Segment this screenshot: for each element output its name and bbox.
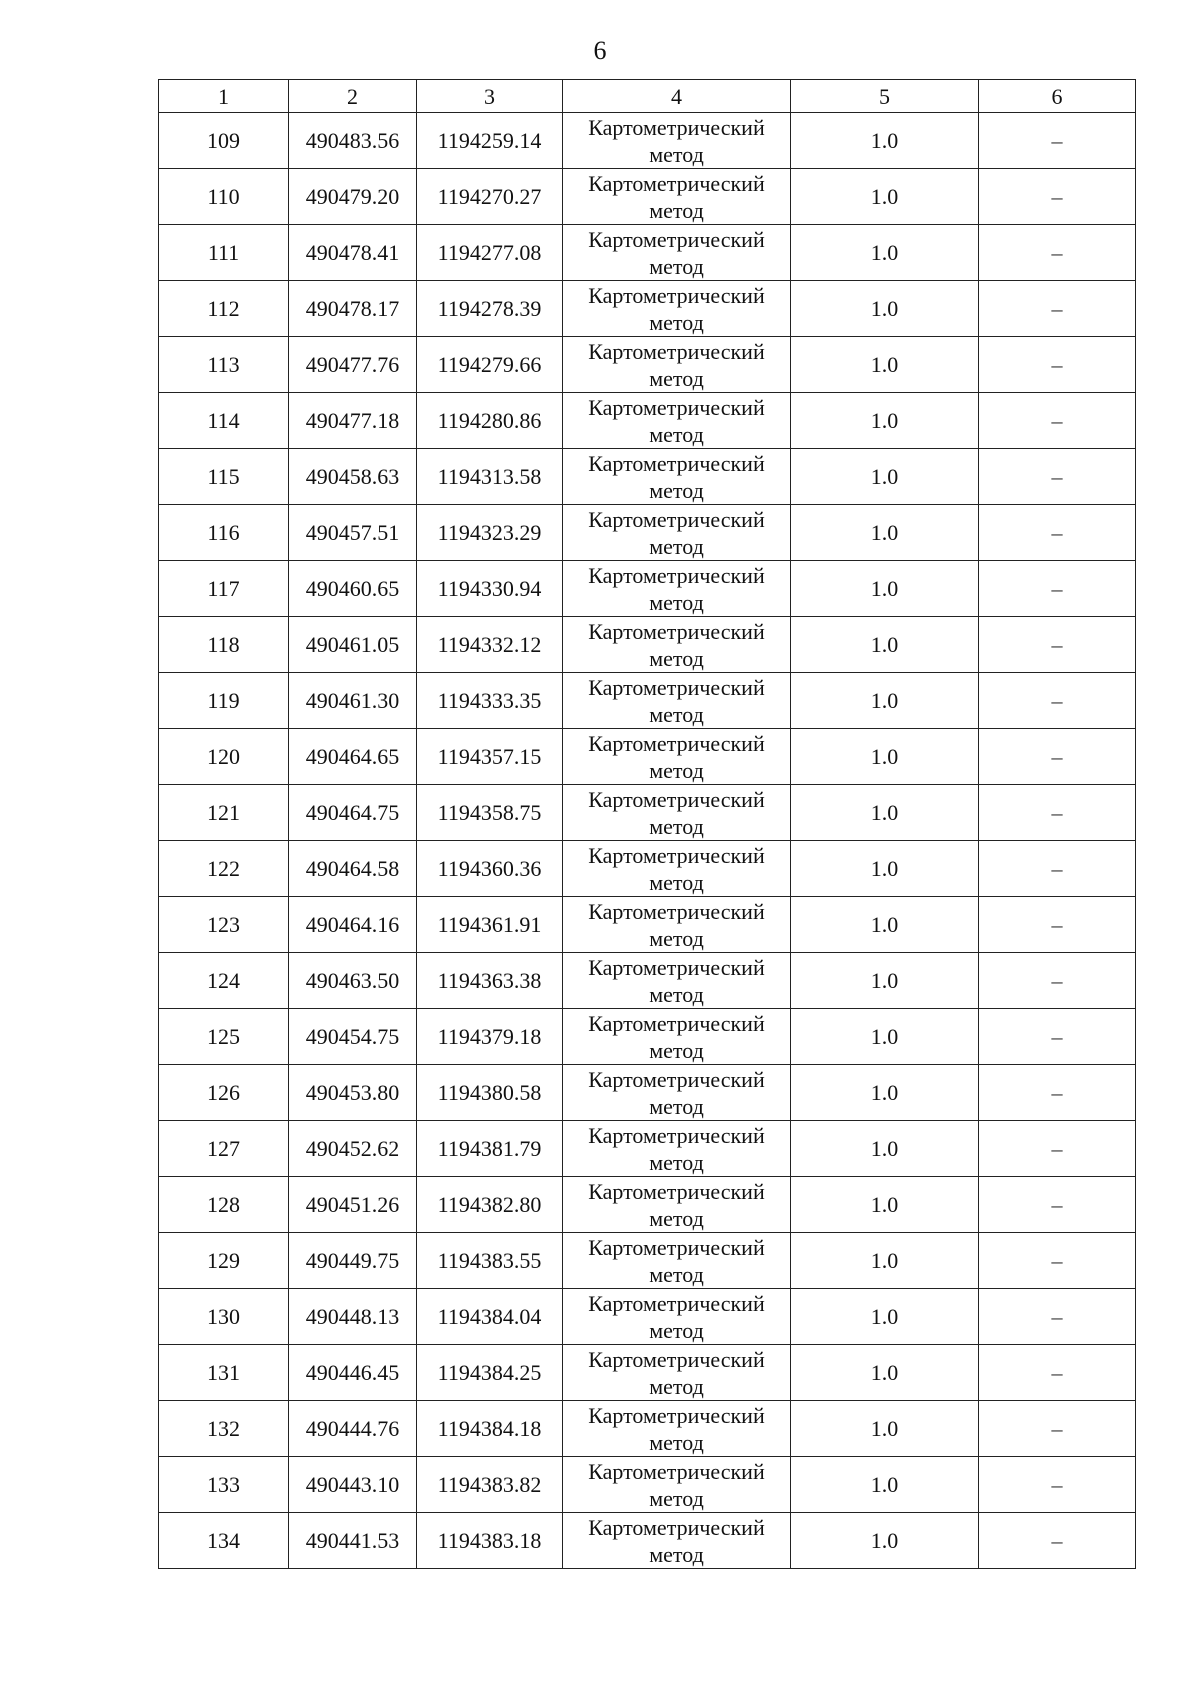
table-row: [159, 1513, 1136, 1569]
method-cell: [563, 449, 791, 505]
accuracy-cell: 1.0: [791, 281, 979, 337]
table-row: [159, 113, 1136, 169]
point-number-cell: 123: [159, 897, 289, 953]
note-cell: –: [979, 337, 1136, 393]
method-line-2: метод: [649, 477, 704, 503]
point-number-cell: 133: [159, 1457, 289, 1513]
y-coordinate-cell: 1194383.18: [417, 1513, 563, 1569]
method-line-2: метод: [649, 1261, 704, 1287]
note-cell: –: [979, 1401, 1136, 1457]
method-cell: [563, 617, 791, 673]
method-line-2: метод: [649, 1429, 704, 1455]
method-line-1: Картометрический: [588, 282, 765, 308]
method-cell: [563, 393, 791, 449]
point-number-cell: 113: [159, 337, 289, 393]
method-line-1: Картометрический: [588, 450, 765, 476]
point-number-cell: 127: [159, 1121, 289, 1177]
method-line-1: Картометрический: [588, 1234, 765, 1260]
method-line-1: Картометрический: [588, 170, 765, 196]
note-cell: –: [979, 1009, 1136, 1065]
accuracy-cell: 1.0: [791, 449, 979, 505]
note-cell: –: [979, 393, 1136, 449]
table-row: [159, 897, 1136, 953]
point-number-cell: 110: [159, 169, 289, 225]
note-cell: –: [979, 897, 1136, 953]
method-line-2: метод: [649, 365, 704, 391]
method-cell: [563, 337, 791, 393]
accuracy-cell: 1.0: [791, 673, 979, 729]
x-coordinate-cell: 490463.50: [289, 953, 417, 1009]
point-number-cell: 124: [159, 953, 289, 1009]
method-cell: [563, 673, 791, 729]
method-line-2: метод: [649, 1149, 704, 1175]
table-row: [159, 673, 1136, 729]
method-line-2: метод: [649, 1037, 704, 1063]
y-coordinate-cell: 1194384.18: [417, 1401, 563, 1457]
point-number-cell: 117: [159, 561, 289, 617]
method-cell: [563, 1121, 791, 1177]
method-cell: [563, 1457, 791, 1513]
x-coordinate-cell: 490449.75: [289, 1233, 417, 1289]
method-line-2: метод: [649, 645, 704, 671]
method-cell: [563, 1177, 791, 1233]
table-row: [159, 953, 1136, 1009]
note-cell: –: [979, 953, 1136, 1009]
x-coordinate-cell: 490478.17: [289, 281, 417, 337]
method-cell: [563, 1009, 791, 1065]
y-coordinate-cell: 1194382.80: [417, 1177, 563, 1233]
method-line-1: Картометрический: [588, 1066, 765, 1092]
y-coordinate-cell: 1194358.75: [417, 785, 563, 841]
x-coordinate-cell: 490460.65: [289, 561, 417, 617]
y-coordinate-cell: 1194280.86: [417, 393, 563, 449]
table-row: [159, 1345, 1136, 1401]
method-line-1: Картометрический: [588, 226, 765, 252]
header-row: [159, 80, 1136, 113]
table-row: [159, 169, 1136, 225]
method-cell: [563, 281, 791, 337]
x-coordinate-cell: 490453.80: [289, 1065, 417, 1121]
table-row: [159, 393, 1136, 449]
accuracy-cell: 1.0: [791, 1513, 979, 1569]
y-coordinate-cell: 1194277.08: [417, 225, 563, 281]
table-row: [159, 1121, 1136, 1177]
column-header-4: 4: [563, 80, 791, 113]
accuracy-cell: 1.0: [791, 617, 979, 673]
x-coordinate-cell: 490454.75: [289, 1009, 417, 1065]
coordinates-table: [158, 79, 1136, 1569]
method-cell: [563, 1289, 791, 1345]
method-line-1: Картометрический: [588, 954, 765, 980]
y-coordinate-cell: 1194323.29: [417, 505, 563, 561]
y-coordinate-cell: 1194332.12: [417, 617, 563, 673]
x-coordinate-cell: 490457.51: [289, 505, 417, 561]
note-cell: –: [979, 505, 1136, 561]
x-coordinate-cell: 490461.05: [289, 617, 417, 673]
point-number-cell: 128: [159, 1177, 289, 1233]
x-coordinate-cell: 490464.65: [289, 729, 417, 785]
column-header-6: 6: [979, 80, 1136, 113]
method-cell: [563, 785, 791, 841]
note-cell: –: [979, 1289, 1136, 1345]
table-header: [159, 80, 1136, 113]
point-number-cell: 129: [159, 1233, 289, 1289]
x-coordinate-cell: 490448.13: [289, 1289, 417, 1345]
method-cell: [563, 729, 791, 785]
accuracy-cell: 1.0: [791, 561, 979, 617]
column-header-5: 5: [791, 80, 979, 113]
table-row: [159, 449, 1136, 505]
method-cell: [563, 1513, 791, 1569]
accuracy-cell: 1.0: [791, 225, 979, 281]
table-row: [159, 785, 1136, 841]
point-number-cell: 134: [159, 1513, 289, 1569]
method-line-1: Картометрический: [588, 898, 765, 924]
x-coordinate-cell: 490477.18: [289, 393, 417, 449]
note-cell: –: [979, 1121, 1136, 1177]
method-line-2: метод: [649, 869, 704, 895]
point-number-cell: 126: [159, 1065, 289, 1121]
x-coordinate-cell: 490446.45: [289, 1345, 417, 1401]
method-cell: [563, 1233, 791, 1289]
table-row: [159, 1177, 1136, 1233]
y-coordinate-cell: 1194279.66: [417, 337, 563, 393]
method-cell: [563, 1401, 791, 1457]
x-coordinate-cell: 490461.30: [289, 673, 417, 729]
note-cell: –: [979, 1177, 1136, 1233]
table-row: [159, 1065, 1136, 1121]
method-line-2: метод: [649, 981, 704, 1007]
method-line-2: метод: [649, 421, 704, 447]
y-coordinate-cell: 1194313.58: [417, 449, 563, 505]
note-cell: –: [979, 225, 1136, 281]
table-row: [159, 561, 1136, 617]
table-row: [159, 1009, 1136, 1065]
method-cell: [563, 897, 791, 953]
method-line-1: Картометрический: [588, 1122, 765, 1148]
method-line-2: метод: [649, 197, 704, 223]
accuracy-cell: 1.0: [791, 505, 979, 561]
note-cell: –: [979, 1345, 1136, 1401]
point-number-cell: 109: [159, 113, 289, 169]
y-coordinate-cell: 1194381.79: [417, 1121, 563, 1177]
page-number: 6: [593, 36, 607, 65]
y-coordinate-cell: 1194379.18: [417, 1009, 563, 1065]
point-number-cell: 112: [159, 281, 289, 337]
y-coordinate-cell: 1194384.25: [417, 1345, 563, 1401]
point-number-cell: 120: [159, 729, 289, 785]
method-line-1: Картометрический: [588, 1402, 765, 1428]
note-cell: –: [979, 729, 1136, 785]
accuracy-cell: 1.0: [791, 393, 979, 449]
point-number-cell: 130: [159, 1289, 289, 1345]
x-coordinate-cell: 490477.76: [289, 337, 417, 393]
method-line-2: метод: [649, 813, 704, 839]
method-line-1: Картометрический: [588, 1346, 765, 1372]
method-line-1: Картометрический: [588, 394, 765, 420]
x-coordinate-cell: 490451.26: [289, 1177, 417, 1233]
x-coordinate-cell: 490458.63: [289, 449, 417, 505]
x-coordinate-cell: 490464.58: [289, 841, 417, 897]
accuracy-cell: 1.0: [791, 337, 979, 393]
method-line-1: Картометрический: [588, 1514, 765, 1540]
note-cell: –: [979, 449, 1136, 505]
method-line-1: Картометрический: [588, 674, 765, 700]
accuracy-cell: 1.0: [791, 1401, 979, 1457]
method-line-1: Картометрический: [588, 1458, 765, 1484]
note-cell: –: [979, 1233, 1136, 1289]
table-row: [159, 729, 1136, 785]
note-cell: –: [979, 1513, 1136, 1569]
y-coordinate-cell: 1194360.36: [417, 841, 563, 897]
note-cell: –: [979, 1065, 1136, 1121]
accuracy-cell: 1.0: [791, 1345, 979, 1401]
y-coordinate-cell: 1194270.27: [417, 169, 563, 225]
table-row: [159, 337, 1136, 393]
accuracy-cell: 1.0: [791, 953, 979, 1009]
y-coordinate-cell: 1194278.39: [417, 281, 563, 337]
accuracy-cell: 1.0: [791, 1065, 979, 1121]
x-coordinate-cell: 490464.16: [289, 897, 417, 953]
point-number-cell: 116: [159, 505, 289, 561]
accuracy-cell: 1.0: [791, 785, 979, 841]
point-number-cell: 119: [159, 673, 289, 729]
table-row: [159, 505, 1136, 561]
x-coordinate-cell: 490483.56: [289, 113, 417, 169]
method-line-1: Картометрический: [588, 1010, 765, 1036]
table-body: [159, 113, 1136, 1569]
method-line-1: Картометрический: [588, 506, 765, 532]
method-cell: [563, 225, 791, 281]
note-cell: –: [979, 561, 1136, 617]
y-coordinate-cell: 1194380.58: [417, 1065, 563, 1121]
accuracy-cell: 1.0: [791, 1233, 979, 1289]
point-number-cell: 111: [159, 225, 289, 281]
point-number-cell: 122: [159, 841, 289, 897]
method-cell: [563, 1345, 791, 1401]
point-number-cell: 114: [159, 393, 289, 449]
method-line-2: метод: [649, 141, 704, 167]
method-line-1: Картометрический: [588, 114, 765, 140]
accuracy-cell: 1.0: [791, 169, 979, 225]
method-line-2: метод: [649, 1373, 704, 1399]
method-cell: [563, 561, 791, 617]
method-line-1: Картометрический: [588, 786, 765, 812]
point-number-cell: 131: [159, 1345, 289, 1401]
method-cell: [563, 505, 791, 561]
accuracy-cell: 1.0: [791, 1121, 979, 1177]
table-row: [159, 841, 1136, 897]
method-line-1: Картометрический: [588, 1290, 765, 1316]
y-coordinate-cell: 1194330.94: [417, 561, 563, 617]
accuracy-cell: 1.0: [791, 1457, 979, 1513]
method-line-2: метод: [649, 757, 704, 783]
note-cell: –: [979, 113, 1136, 169]
method-line-2: метод: [649, 701, 704, 727]
method-cell: [563, 113, 791, 169]
y-coordinate-cell: 1194259.14: [417, 113, 563, 169]
y-coordinate-cell: 1194357.15: [417, 729, 563, 785]
method-line-2: метод: [649, 1205, 704, 1231]
x-coordinate-cell: 490478.41: [289, 225, 417, 281]
y-coordinate-cell: 1194363.38: [417, 953, 563, 1009]
method-line-1: Картометрический: [588, 618, 765, 644]
note-cell: –: [979, 281, 1136, 337]
table-row: [159, 617, 1136, 673]
method-line-2: метод: [649, 1541, 704, 1567]
method-line-2: метод: [649, 589, 704, 615]
y-coordinate-cell: 1194361.91: [417, 897, 563, 953]
method-line-1: Картометрический: [588, 562, 765, 588]
note-cell: –: [979, 841, 1136, 897]
table-row: [159, 1457, 1136, 1513]
method-line-2: метод: [649, 533, 704, 559]
method-cell: [563, 1065, 791, 1121]
method-line-2: метод: [649, 253, 704, 279]
method-line-2: метод: [649, 1485, 704, 1511]
note-cell: –: [979, 785, 1136, 841]
point-number-cell: 125: [159, 1009, 289, 1065]
column-header-1: 1: [159, 80, 289, 113]
point-number-cell: 118: [159, 617, 289, 673]
accuracy-cell: 1.0: [791, 897, 979, 953]
note-cell: –: [979, 673, 1136, 729]
x-coordinate-cell: 490464.75: [289, 785, 417, 841]
accuracy-cell: 1.0: [791, 1177, 979, 1233]
x-coordinate-cell: 490444.76: [289, 1401, 417, 1457]
accuracy-cell: 1.0: [791, 1009, 979, 1065]
y-coordinate-cell: 1194383.82: [417, 1457, 563, 1513]
point-number-cell: 132: [159, 1401, 289, 1457]
table-row: [159, 1289, 1136, 1345]
table-row: [159, 1401, 1136, 1457]
method-line-2: метод: [649, 1317, 704, 1343]
table-row: [159, 281, 1136, 337]
point-number-cell: 115: [159, 449, 289, 505]
note-cell: –: [979, 1457, 1136, 1513]
table-row: [159, 1233, 1136, 1289]
x-coordinate-cell: 490441.53: [289, 1513, 417, 1569]
x-coordinate-cell: 490452.62: [289, 1121, 417, 1177]
note-cell: –: [979, 169, 1136, 225]
note-cell: –: [979, 617, 1136, 673]
y-coordinate-cell: 1194333.35: [417, 673, 563, 729]
x-coordinate-cell: 490443.10: [289, 1457, 417, 1513]
method-line-1: Картометрический: [588, 730, 765, 756]
method-line-2: метод: [649, 925, 704, 951]
column-header-2: 2: [289, 80, 417, 113]
accuracy-cell: 1.0: [791, 729, 979, 785]
accuracy-cell: 1.0: [791, 113, 979, 169]
column-header-3: 3: [417, 80, 563, 113]
method-line-2: метод: [649, 1093, 704, 1119]
method-cell: [563, 841, 791, 897]
x-coordinate-cell: 490479.20: [289, 169, 417, 225]
y-coordinate-cell: 1194384.04: [417, 1289, 563, 1345]
table-row: [159, 225, 1136, 281]
method-line-2: метод: [649, 309, 704, 335]
accuracy-cell: 1.0: [791, 841, 979, 897]
method-cell: [563, 953, 791, 1009]
method-cell: [563, 169, 791, 225]
method-line-1: Картометрический: [588, 338, 765, 364]
method-line-1: Картометрический: [588, 842, 765, 868]
method-line-1: Картометрический: [588, 1178, 765, 1204]
y-coordinate-cell: 1194383.55: [417, 1233, 563, 1289]
accuracy-cell: 1.0: [791, 1289, 979, 1345]
point-number-cell: 121: [159, 785, 289, 841]
